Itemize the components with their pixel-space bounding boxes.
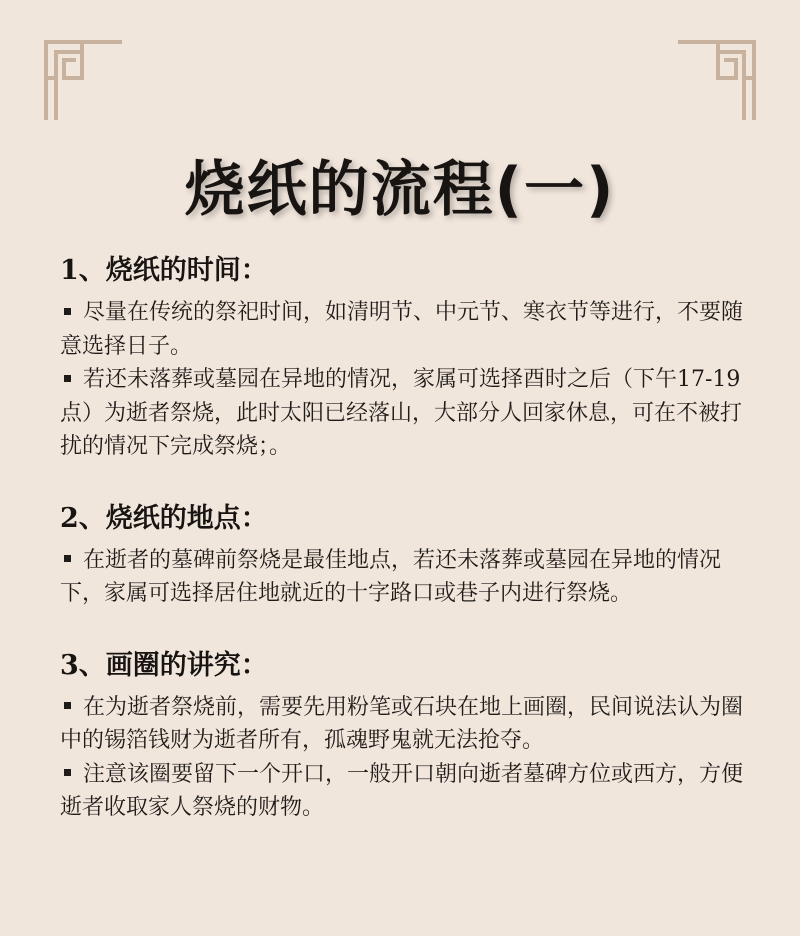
bullet-item <box>60 363 750 464</box>
bullet-text: 注意该圈要留下一个开口，一般开口朝向逝者墓碑方位或西方，方便逝者收取家人祭烧的财物。 <box>60 761 744 820</box>
bullet-text: 若还未落葬或墓园在异地的情况，家属可选择酉时之后（下午17-19点）为逝者祭烧，此时太阳已经落山，大部分人回家休息，可在不被打扰的情况下完成祭烧；。 <box>60 367 743 459</box>
chinese-fret-corner-icon <box>42 38 124 120</box>
square-bullet-icon <box>64 308 71 315</box>
bullet-text: 尽量在传统的祭祀时间，如清明节、中元节、寒衣节等进行，不要随意选择日子。 <box>60 300 744 359</box>
section-heading <box>60 645 750 687</box>
chinese-fret-corner-icon <box>676 38 758 120</box>
bullet-item <box>60 296 750 363</box>
section-number: 1、 <box>60 255 106 286</box>
section-title: 烧纸的时间： <box>105 255 268 286</box>
page-title: 烧纸的流程(一) <box>184 155 616 225</box>
section-heading <box>60 498 750 540</box>
section-time <box>60 250 750 464</box>
section-circle <box>60 645 750 825</box>
square-bullet-icon <box>64 769 71 776</box>
section-title: 画圈的讲究： <box>105 649 268 681</box>
bullet-item <box>60 691 750 758</box>
content-body <box>60 250 750 825</box>
square-bullet-icon <box>64 555 71 562</box>
section-location <box>60 498 750 611</box>
section-heading <box>60 250 750 292</box>
bullet-text: 在为逝者祭烧前，需要先用粉笔或石块在地上画圈，民间说法认为圈中的锡箔钱财为逝者所有，孤魂野鬼就无法抢夺。 <box>60 694 744 753</box>
bullet-item <box>60 758 750 825</box>
section-number: 3、 <box>60 649 106 681</box>
square-bullet-icon <box>64 375 71 382</box>
bullet-item <box>60 544 750 611</box>
section-title: 烧纸的地点： <box>105 502 268 534</box>
bullet-text: 在逝者的墓碑前祭烧是最佳地点，若还未落葬或墓园在异地的情况下，家属可选择居住地就近的十字路口或巷子内进行祭烧。 <box>60 547 722 606</box>
section-number: 2、 <box>60 502 106 534</box>
square-bullet-icon <box>64 702 71 709</box>
